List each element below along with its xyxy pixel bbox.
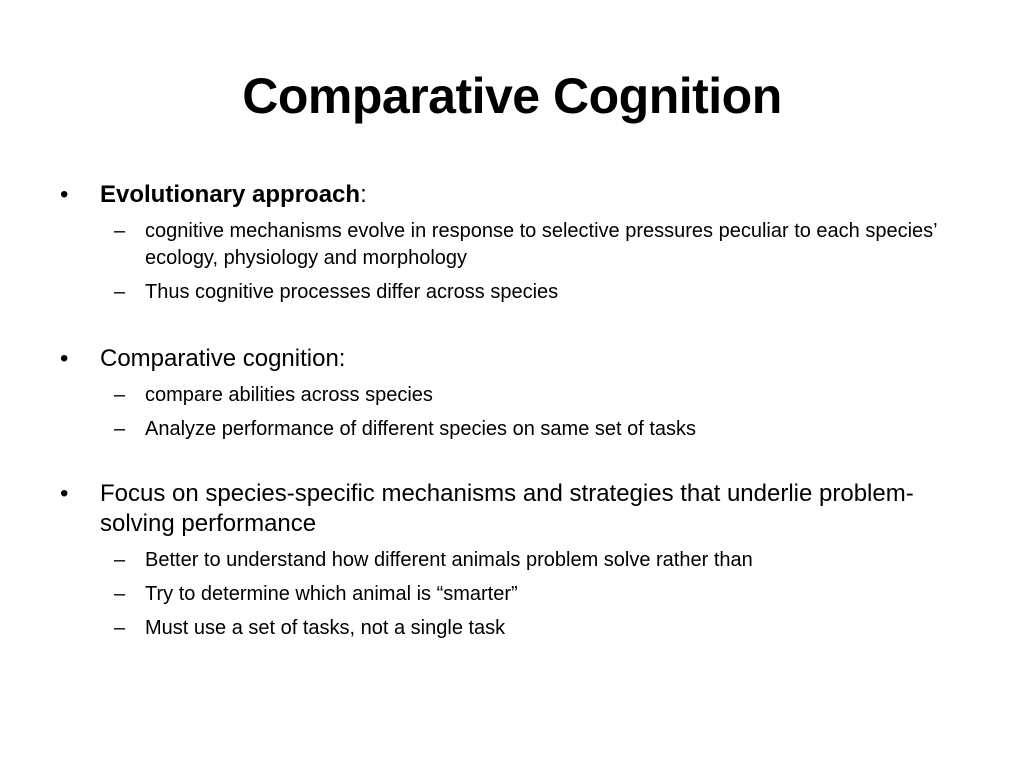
bullet-item: [58, 479, 968, 539]
sub-bullet-item: [58, 382, 968, 409]
sub-bullet-text: Must use a set of tasks, not a single task: [145, 617, 506, 639]
sub-bullet-item: [58, 279, 968, 306]
bullet-heading-text: Comparative cognition:: [100, 345, 346, 372]
dash-icon: –: [114, 617, 126, 639]
dash-icon: –: [114, 418, 126, 440]
bullet-heading-bold: Evolutionary approach: [100, 181, 361, 208]
sub-bullet-text: Better to understand how different animals problem solve rather than: [145, 549, 753, 571]
bullet-group-comparative-cognition: [58, 344, 968, 443]
bullet-heading-text: :: [360, 181, 367, 208]
bullet-icon: •: [60, 181, 69, 208]
sub-bullet-item: [58, 615, 968, 642]
sub-bullet-item: [58, 416, 968, 443]
bullet-heading-text: Focus on species-specific mechanisms and strategies that underlie problem-solving performance: [100, 480, 914, 537]
sub-bullet-text: Thus cognitive processes differ across species: [145, 281, 559, 303]
sub-bullet-text: cognitive mechanisms evolve in response to selective pressures peculiar to each species’ ecology, physiology and morphology: [145, 220, 937, 269]
dash-icon: –: [114, 549, 126, 571]
dash-icon: –: [114, 220, 126, 242]
dash-icon: –: [114, 281, 126, 303]
slide-title: Comparative Cognition: [242, 68, 782, 124]
bullet-item: [58, 344, 968, 374]
sub-bullet-text: Analyze performance of different species on same set of tasks: [145, 418, 697, 440]
slide-body: [58, 180, 968, 678]
bullet-group-species-specific: [58, 479, 968, 642]
dash-icon: –: [114, 384, 126, 406]
bullet-icon: •: [60, 480, 69, 507]
sub-bullet-item: [58, 547, 968, 574]
sub-bullet-item: [58, 218, 968, 272]
sub-bullet-text: Try to determine which animal is “smarter”: [145, 583, 518, 605]
sub-bullet-text: compare abilities across species: [145, 384, 433, 406]
bullet-item: [58, 180, 968, 210]
dash-icon: –: [114, 583, 126, 605]
sub-bullet-item: [58, 581, 968, 608]
bullet-icon: •: [60, 345, 69, 372]
bullet-group-evolutionary-approach: [58, 180, 968, 306]
